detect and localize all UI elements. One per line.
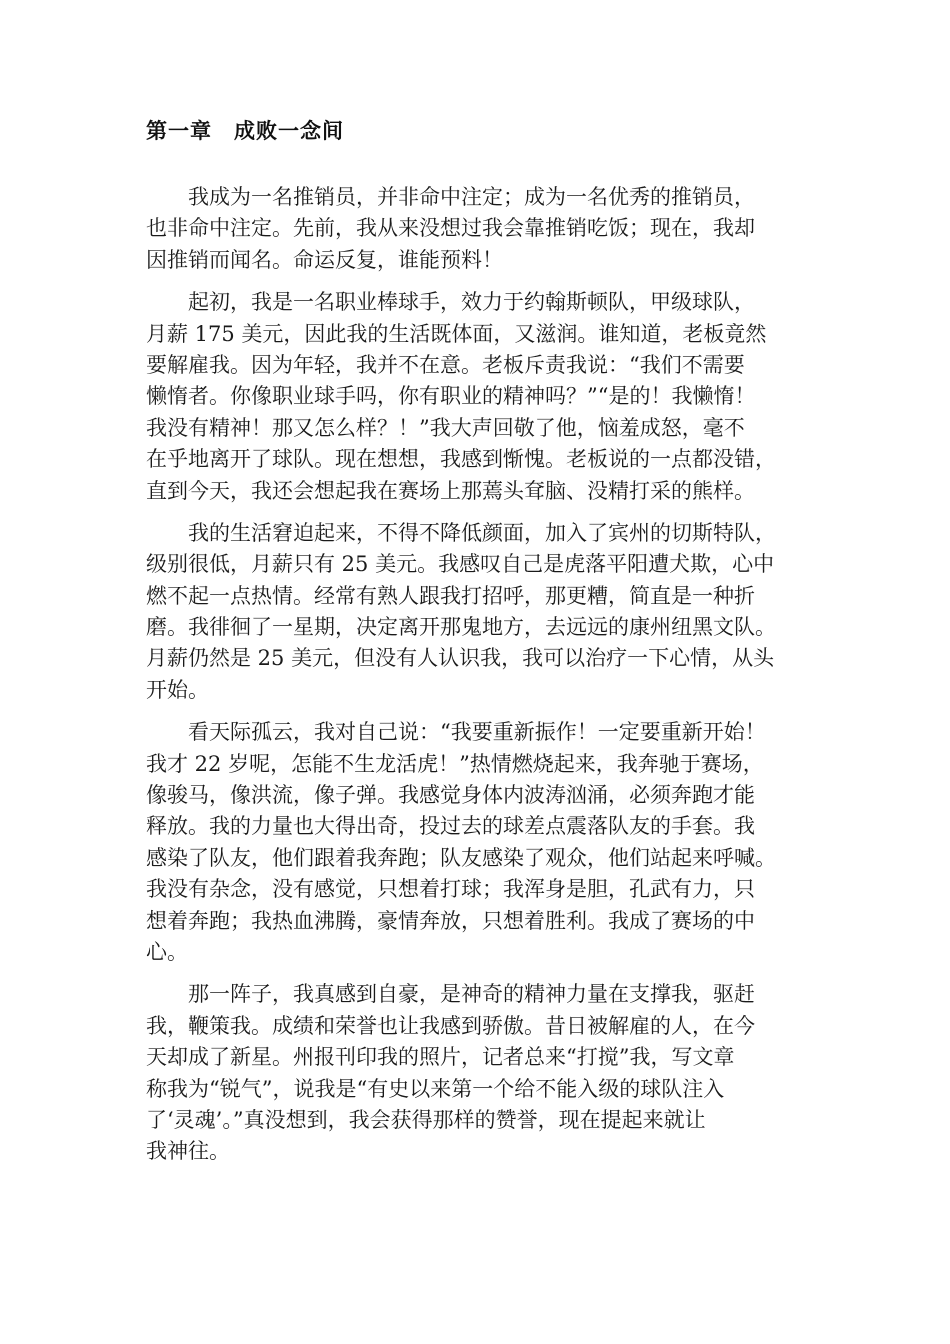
text-line: 懒惰者。你像职业球手吗，你有职业的精神吗？”“是的！我懒惰！ [146, 384, 756, 409]
text-line: 我成为一名推销员，并非命中注定；成为一名优秀的推销员， [146, 185, 755, 209]
text-line: 也非命中注定。先前，我从来没想过我会靠推销吃饭；现在，我却 [146, 216, 755, 241]
text-line: 我才 22 岁呢，怎能不生龙活虎！”热情燃烧起来，我奔驰于赛场， [146, 751, 764, 776]
text-line: 我的生活窘迫起来，不得不降低颜面，加入了宾州的切斯特队， [146, 520, 776, 545]
text-line: 心。 [146, 939, 188, 964]
paragraph-1 [146, 182, 822, 276]
chapter-body [146, 182, 822, 1179]
text-line: 起初，我是一名职业棒球手，效力于约翰斯顿队，甲级球队， [146, 290, 755, 315]
text-line: 月薪 175 美元，因此我的生活既体面，又滋润。谁知道，老板竟然 [146, 321, 767, 346]
text-line: 在乎地离开了球队。现在想想，我感到惭愧。老板说的一点都没错， [146, 447, 776, 472]
text-line: 要解雇我。因为年轻，我并不在意。老板斥责我说：“我们不需要 [146, 352, 745, 377]
text-line: 直到今天，我还会想起我在赛场上那蔫头耷脑、没精打采的熊样。 [146, 478, 755, 503]
text-line: 我神往。 [146, 1139, 230, 1164]
text-line: 燃不起一点热情。经常有熟人跟我打招呼，那更糟，简直是一种折 [146, 583, 755, 608]
text-line: 我没有精神！那又怎么样？！”我大声回敬了他，恼羞成怒，毫不 [146, 415, 745, 440]
paragraph-3 [146, 518, 822, 706]
text-line: 月薪仍然是 25 美元，但没有人认识我，我可以治疗一下心情，从头 [146, 646, 775, 671]
paragraph-2 [146, 287, 822, 507]
text-line: 我，鞭策我。成绩和荣誉也让我感到骄傲。昔日被解雇的人，在今 [146, 1013, 755, 1038]
text-line: 想着奔跑；我热血沸腾，豪情奔放，只想着胜利。我成了赛场的中 [146, 908, 755, 933]
text-line: 级别很低，月薪只有 25 美元。我感叹自己是虎落平阳遭犬欺，心中 [146, 552, 775, 577]
paragraph-5 [146, 979, 822, 1167]
text-line: 释放。我的力量也大得出奇，投过去的球差点震落队友的手套。我 [146, 814, 755, 839]
text-line: 像骏马，像洪流，像子弹。我感觉身体内波涛汹涌，必须奔跑才能 [146, 783, 755, 808]
text-line: 那一阵子，我真感到自豪，是神奇的精神力量在支撑我，驱赶 [146, 982, 755, 1007]
text-line: 我没有杂念，没有感觉，只想着打球；我浑身是胆，孔武有力，只 [146, 877, 755, 902]
text-line: 称我为“锐气”，说我是“有史以来第一个给不能入级的球队注入 [146, 1076, 725, 1101]
text-line: 感染了队友，他们跟着我奔跑；队友感染了观众，他们站起来呼喊。 [146, 845, 776, 870]
text-line: 开始。 [146, 677, 209, 702]
text-line: 看天际孤云，我对自己说：“我要重新振作！一定要重新开始！ [146, 720, 766, 745]
chapter-title: 第一章 成败一念间 [146, 119, 344, 143]
text-line: 天却成了新星。州报刊印我的照片，记者总来“打搅”我，写文章 [146, 1045, 735, 1070]
paragraph-4 [146, 717, 822, 968]
text-line: 了‘灵魂’。”真没想到，我会获得那样的赞誉，现在提起来就让 [146, 1107, 706, 1132]
text-line: 因推销而闻名。命运反复，谁能预料！ [146, 247, 503, 272]
text-line: 磨。我徘徊了一星期，决定离开那鬼地方，去远远的康州纽黑文队。 [146, 615, 776, 640]
